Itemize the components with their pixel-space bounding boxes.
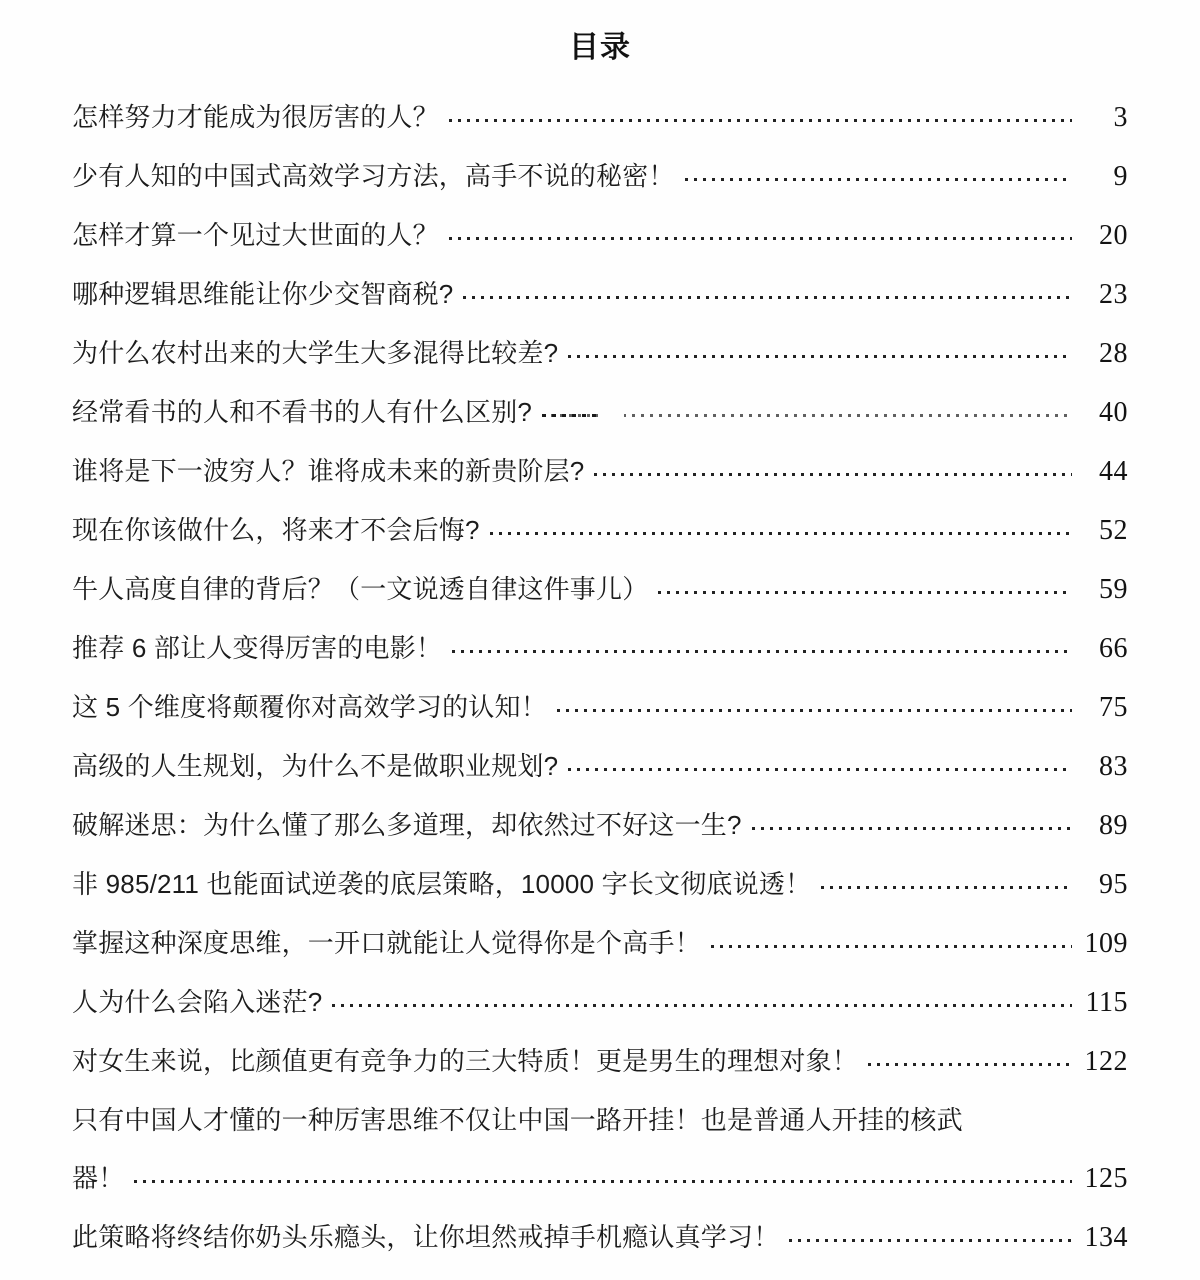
toc-entry[interactable] [72,619,1128,678]
toc-entry-page-number: 122 [1084,1046,1128,1077]
toc-entry-page-number: 44 [1099,456,1128,487]
dot-leader [658,572,1072,598]
toc-entry[interactable] [72,914,1128,973]
dot-leader [752,808,1072,834]
toc-entry[interactable] [72,560,1128,619]
toc-entry[interactable] [72,324,1128,383]
toc-entry-row [72,501,1128,560]
toc-entry-row [72,796,1128,855]
toc-entry-row [72,678,1128,737]
toc-entry-page-number: 20 [1099,220,1128,251]
toc-entry-title: 只有中国人才懂的一种厉害思维不仅让中国一路开挂！也是普通人开挂的核武 [72,1105,963,1135]
toc-entry-title-continued: 器！ [72,1163,125,1193]
toc-entry-row [72,973,1128,1032]
dot-leader-gap [598,395,624,421]
dot-leader [711,926,1072,952]
toc-entry-title: 对女生来说，比颜值更有竞争力的三大特质！更是男生的理想对象！ [72,1046,859,1076]
dot-leader [557,690,1072,716]
toc-entry-row [72,855,1128,914]
toc-entry-page-number: 115 [1085,987,1128,1018]
toc-entry-title: 破解迷思：为什么懂了那么多道理，却依然过不好这一生? [72,810,742,840]
toc-entry-title: 非 985/211 也能面试逆袭的底层策略，10000 字长文彻底说透！ [72,869,812,899]
toc-entry-title-line [72,1091,1128,1149]
dot-leader [868,1044,1072,1070]
toc-entry-title: 这 5 个维度将颠覆你对高效学习的认知！ [72,692,547,722]
toc-entry[interactable] [72,973,1128,1032]
toc-entry-title: 少有人知的中国式高效学习方法，高手不说的秘密！ [72,161,675,191]
toc-entry[interactable] [72,442,1128,501]
toc-entry-title: 怎样才算一个见过大世面的人？ [72,220,439,250]
dot-leader [449,100,1072,126]
toc-entry[interactable] [72,147,1128,206]
toc-entry-title: 此策略将终结你奶头乐瘾头，让你坦然戒掉手机瘾认真学习！ [72,1222,780,1252]
toc-entry-row [72,265,1128,324]
toc-entry-title: 现在你该做什么，将来才不会后悔? [72,515,480,545]
toc-entry-page-number: 40 [1099,397,1128,428]
toc-entry-row [72,1149,1128,1208]
toc-entry[interactable] [72,206,1128,265]
toc-entry-row [72,737,1128,796]
dot-leader [134,1161,1072,1187]
toc-entry-row [72,324,1128,383]
page-title: 目录 [569,30,631,65]
toc-entry-title: 谁将是下一波穷人？谁将成未来的新贵阶层? [72,456,585,486]
toc-entry-title: 为什么农村出来的大学生大多混得比较差? [72,338,559,368]
toc-entry-title: 推荐 6 部让人变得厉害的电影！ [72,633,443,663]
toc-entry-page-number: 52 [1099,515,1128,546]
toc-entry-page-number: 89 [1099,810,1128,841]
toc-entry-page-number: 9 [1113,161,1128,192]
toc-entry-page-number: 59 [1099,574,1128,605]
toc-entry-row [72,560,1128,619]
dot-leader [463,277,1072,303]
toc-entry-title: 哪种逻辑思维能让你少交智商税? [72,279,454,309]
toc-entry-page-number: 28 [1099,338,1128,369]
toc-entry-page-number: 66 [1099,633,1128,664]
toc-entry-page-number: 3 [1113,102,1128,133]
toc-entry-row [72,206,1128,265]
toc-entry-row [72,1032,1128,1091]
toc-entry-title: 高级的人生规划，为什么不是做职业规划? [72,751,559,781]
toc-entry-page-number: 109 [1084,928,1128,959]
toc-entry[interactable] [72,383,1128,442]
dot-leader [685,159,1072,185]
toc-entry[interactable] [72,265,1128,324]
toc-entry[interactable] [72,678,1128,737]
toc-entry-row [72,442,1128,501]
toc-entry-row [72,914,1128,973]
dot-leader [568,336,1072,362]
toc-entry[interactable] [72,855,1128,914]
dot-leader [449,218,1072,244]
toc-entry-row [72,147,1128,206]
toc-entry[interactable] [72,737,1128,796]
toc-entry-row [72,619,1128,678]
toc-entry-page-number: 95 [1099,869,1128,900]
dot-leader [542,395,1072,421]
toc-entry-list [72,70,1128,1267]
toc-entry-page-number: 75 [1099,692,1128,723]
toc-entry-row [72,88,1128,147]
toc-entry-page-number: 83 [1099,751,1128,782]
toc-entry-title: 怎样努力才能成为很厉害的人？ [72,102,439,132]
dot-leader [452,631,1072,657]
dot-leader [594,454,1072,480]
toc-entry[interactable] [72,501,1128,560]
dot-leader [568,749,1072,775]
toc-entry[interactable] [72,1091,1128,1208]
toc-entry-page-number: 134 [1084,1222,1128,1253]
dot-leader [490,513,1072,539]
toc-entry[interactable] [72,1032,1128,1091]
toc-entry-title: 掌握这种深度思维，一开口就能让人觉得你是个高手！ [72,928,701,958]
toc-entry-row [72,1208,1128,1267]
toc-entry[interactable] [72,796,1128,855]
dot-leader [821,867,1072,893]
toc-entry-title: 人为什么会陷入迷茫? [72,987,323,1017]
dot-leader [789,1220,1072,1246]
dot-leader [332,985,1072,1011]
toc-entry-page-number: 23 [1099,279,1128,310]
toc-entry[interactable] [72,1208,1128,1267]
toc-entry-title: 经常看书的人和不看书的人有什么区别? [72,397,533,427]
toc-entry-title: 牛人高度自律的背后？（一文说透自律这件事儿） [72,574,649,604]
toc-entry[interactable] [72,88,1128,147]
toc-entry-row [72,383,1128,442]
toc-entry-page-number: 125 [1084,1163,1128,1194]
